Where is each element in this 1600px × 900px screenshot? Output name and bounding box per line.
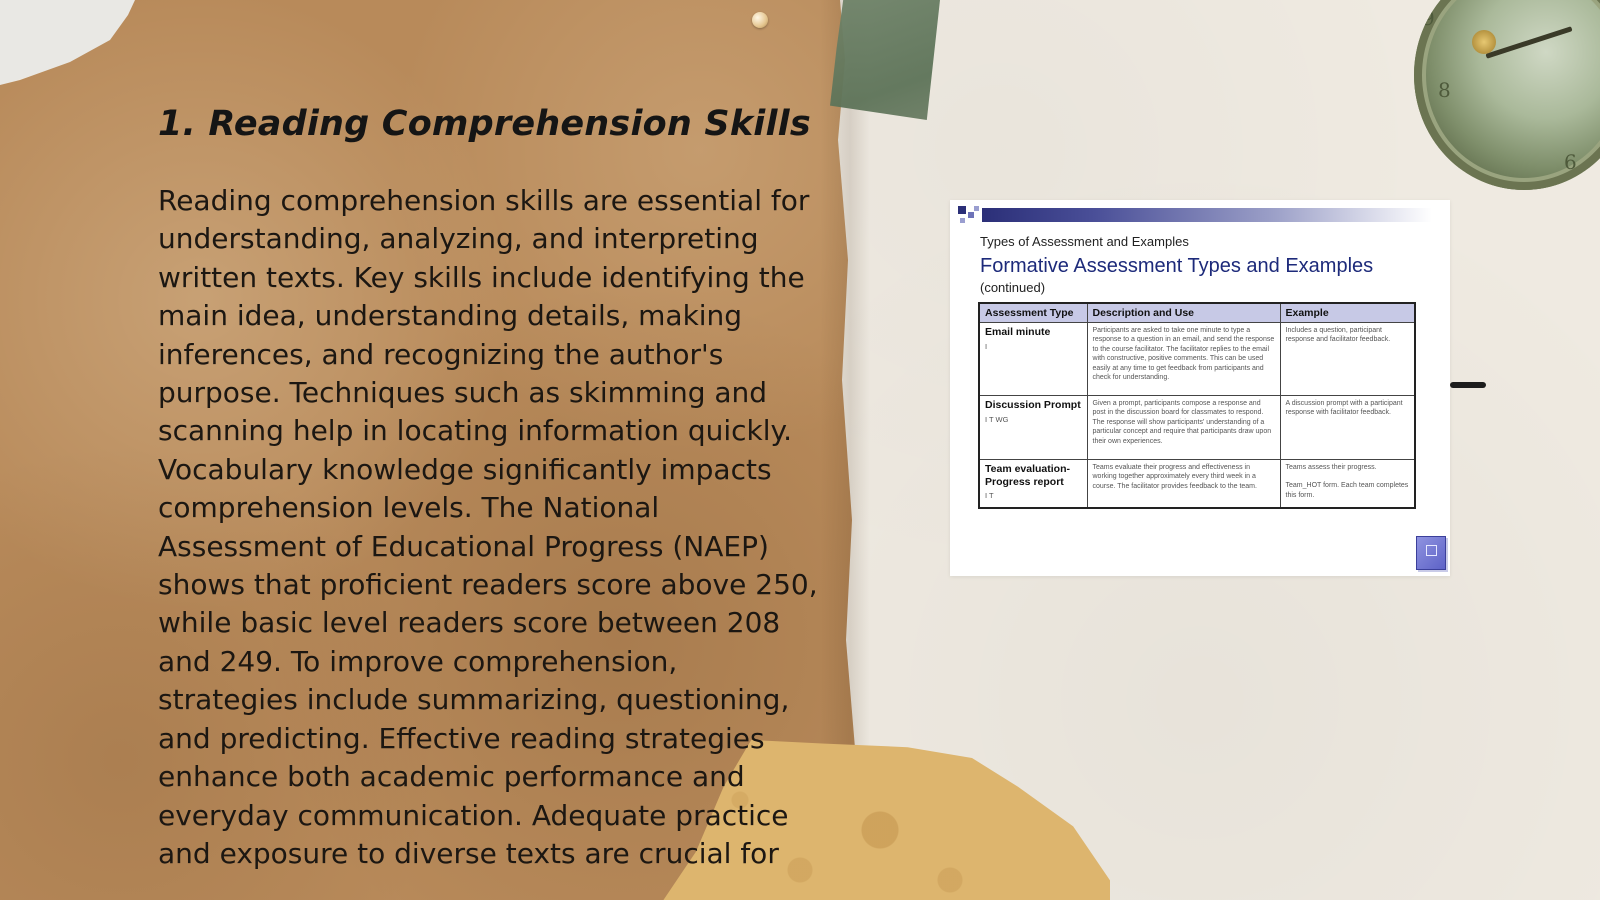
document-icon xyxy=(1416,536,1446,570)
assessment-type-cell xyxy=(979,396,1087,460)
assessment-type-cell xyxy=(979,460,1087,508)
ink-dash-decoration xyxy=(1450,382,1486,388)
slide-title: Formative Assessment Types and Examples xyxy=(980,255,1374,277)
table-row xyxy=(979,396,1415,460)
green-tape-strip xyxy=(830,0,940,120)
example-text: Teams assess their progress. xyxy=(1285,464,1377,471)
pin-icon xyxy=(752,12,768,28)
assessment-type-cell xyxy=(979,323,1087,396)
assessment-type-code: I T xyxy=(985,491,994,500)
assessment-type-code: I T WG xyxy=(985,414,1009,424)
table-row xyxy=(979,460,1415,508)
column-header-example: Example xyxy=(1280,303,1415,323)
section-body-text: Reading comprehension skills are essential for understanding, analyzing, and interpreting written texts. Key skills include identifying the main idea, understanding details, making inferences, and recognizing the author's purpose. Techniques such as skimming and scanning help in locating information quickly. Vocabulary knowledge significantly impacts comprehension levels. The National Assessment of Educational Progress (NAEP) shows that proficient readers score above 250, while basic level readers score between 208 and 249. To improve comprehension, strategies include summarizing, questioning, and predicting. Effective reading strategies enhance both academic performance and everyday communication. Adequate practice and exposure to diverse texts are crucial for xyxy=(158,184,818,870)
example-text: A discussion prompt with a participant response with facilitator feedback. xyxy=(1285,400,1403,417)
assessment-type-code: I xyxy=(985,341,988,351)
clock-hand xyxy=(1485,26,1572,59)
table-row xyxy=(979,323,1415,396)
example-cell xyxy=(1280,460,1415,508)
assessment-type-name: Team evaluation-Progress report xyxy=(985,463,1070,488)
column-header-assessment-type: Assessment Type xyxy=(979,303,1087,323)
slide-header-bar xyxy=(982,208,1432,222)
table-header-row xyxy=(979,303,1415,323)
example-extra-text: Team_HOT form. Each team completes this form. xyxy=(1285,482,1409,499)
clock-hub xyxy=(1472,30,1496,54)
column-header-description: Description and Use xyxy=(1087,303,1280,323)
example-cell xyxy=(1280,323,1415,396)
slide-subtitle: Types of Assessment and Examples xyxy=(980,234,1189,249)
assessment-slide-image xyxy=(950,200,1450,576)
assessment-type-name: Discussion Prompt xyxy=(985,399,1081,411)
assessment-type-name: Email minute xyxy=(985,326,1051,338)
clock-numeral-decoration: 8 xyxy=(1438,78,1451,102)
assessment-table xyxy=(978,302,1416,509)
description-cell: Participants are asked to take one minute to type a response to a question in an email, and send the response to the course facilitator. The facilitator replies to the email with constructive, positive comments. This can be used easily at any time to get feedback from participants and check for understanding. xyxy=(1087,323,1280,396)
description-cell: Teams evaluate their progress and effectiveness in working together approximately every third week in a course. The facilitator provides feedback to the team. xyxy=(1087,460,1280,508)
clock-numeral-decoration: 6 xyxy=(1564,150,1577,174)
example-text: Includes a question, participant response and facilitator feedback. xyxy=(1285,327,1391,344)
clock-numeral-decoration: 9 xyxy=(1422,6,1435,30)
slide-continued-label: (continued) xyxy=(980,280,1046,295)
section-heading: 1. Reading Comprehension Skills xyxy=(158,104,811,144)
description-cell: Given a prompt, participants compose a response and post in the discussion board for classmates to respond. The response will show participants' understanding of a particular concept and require that participants draw upon their own experiences. xyxy=(1087,396,1280,460)
example-cell xyxy=(1280,396,1415,460)
